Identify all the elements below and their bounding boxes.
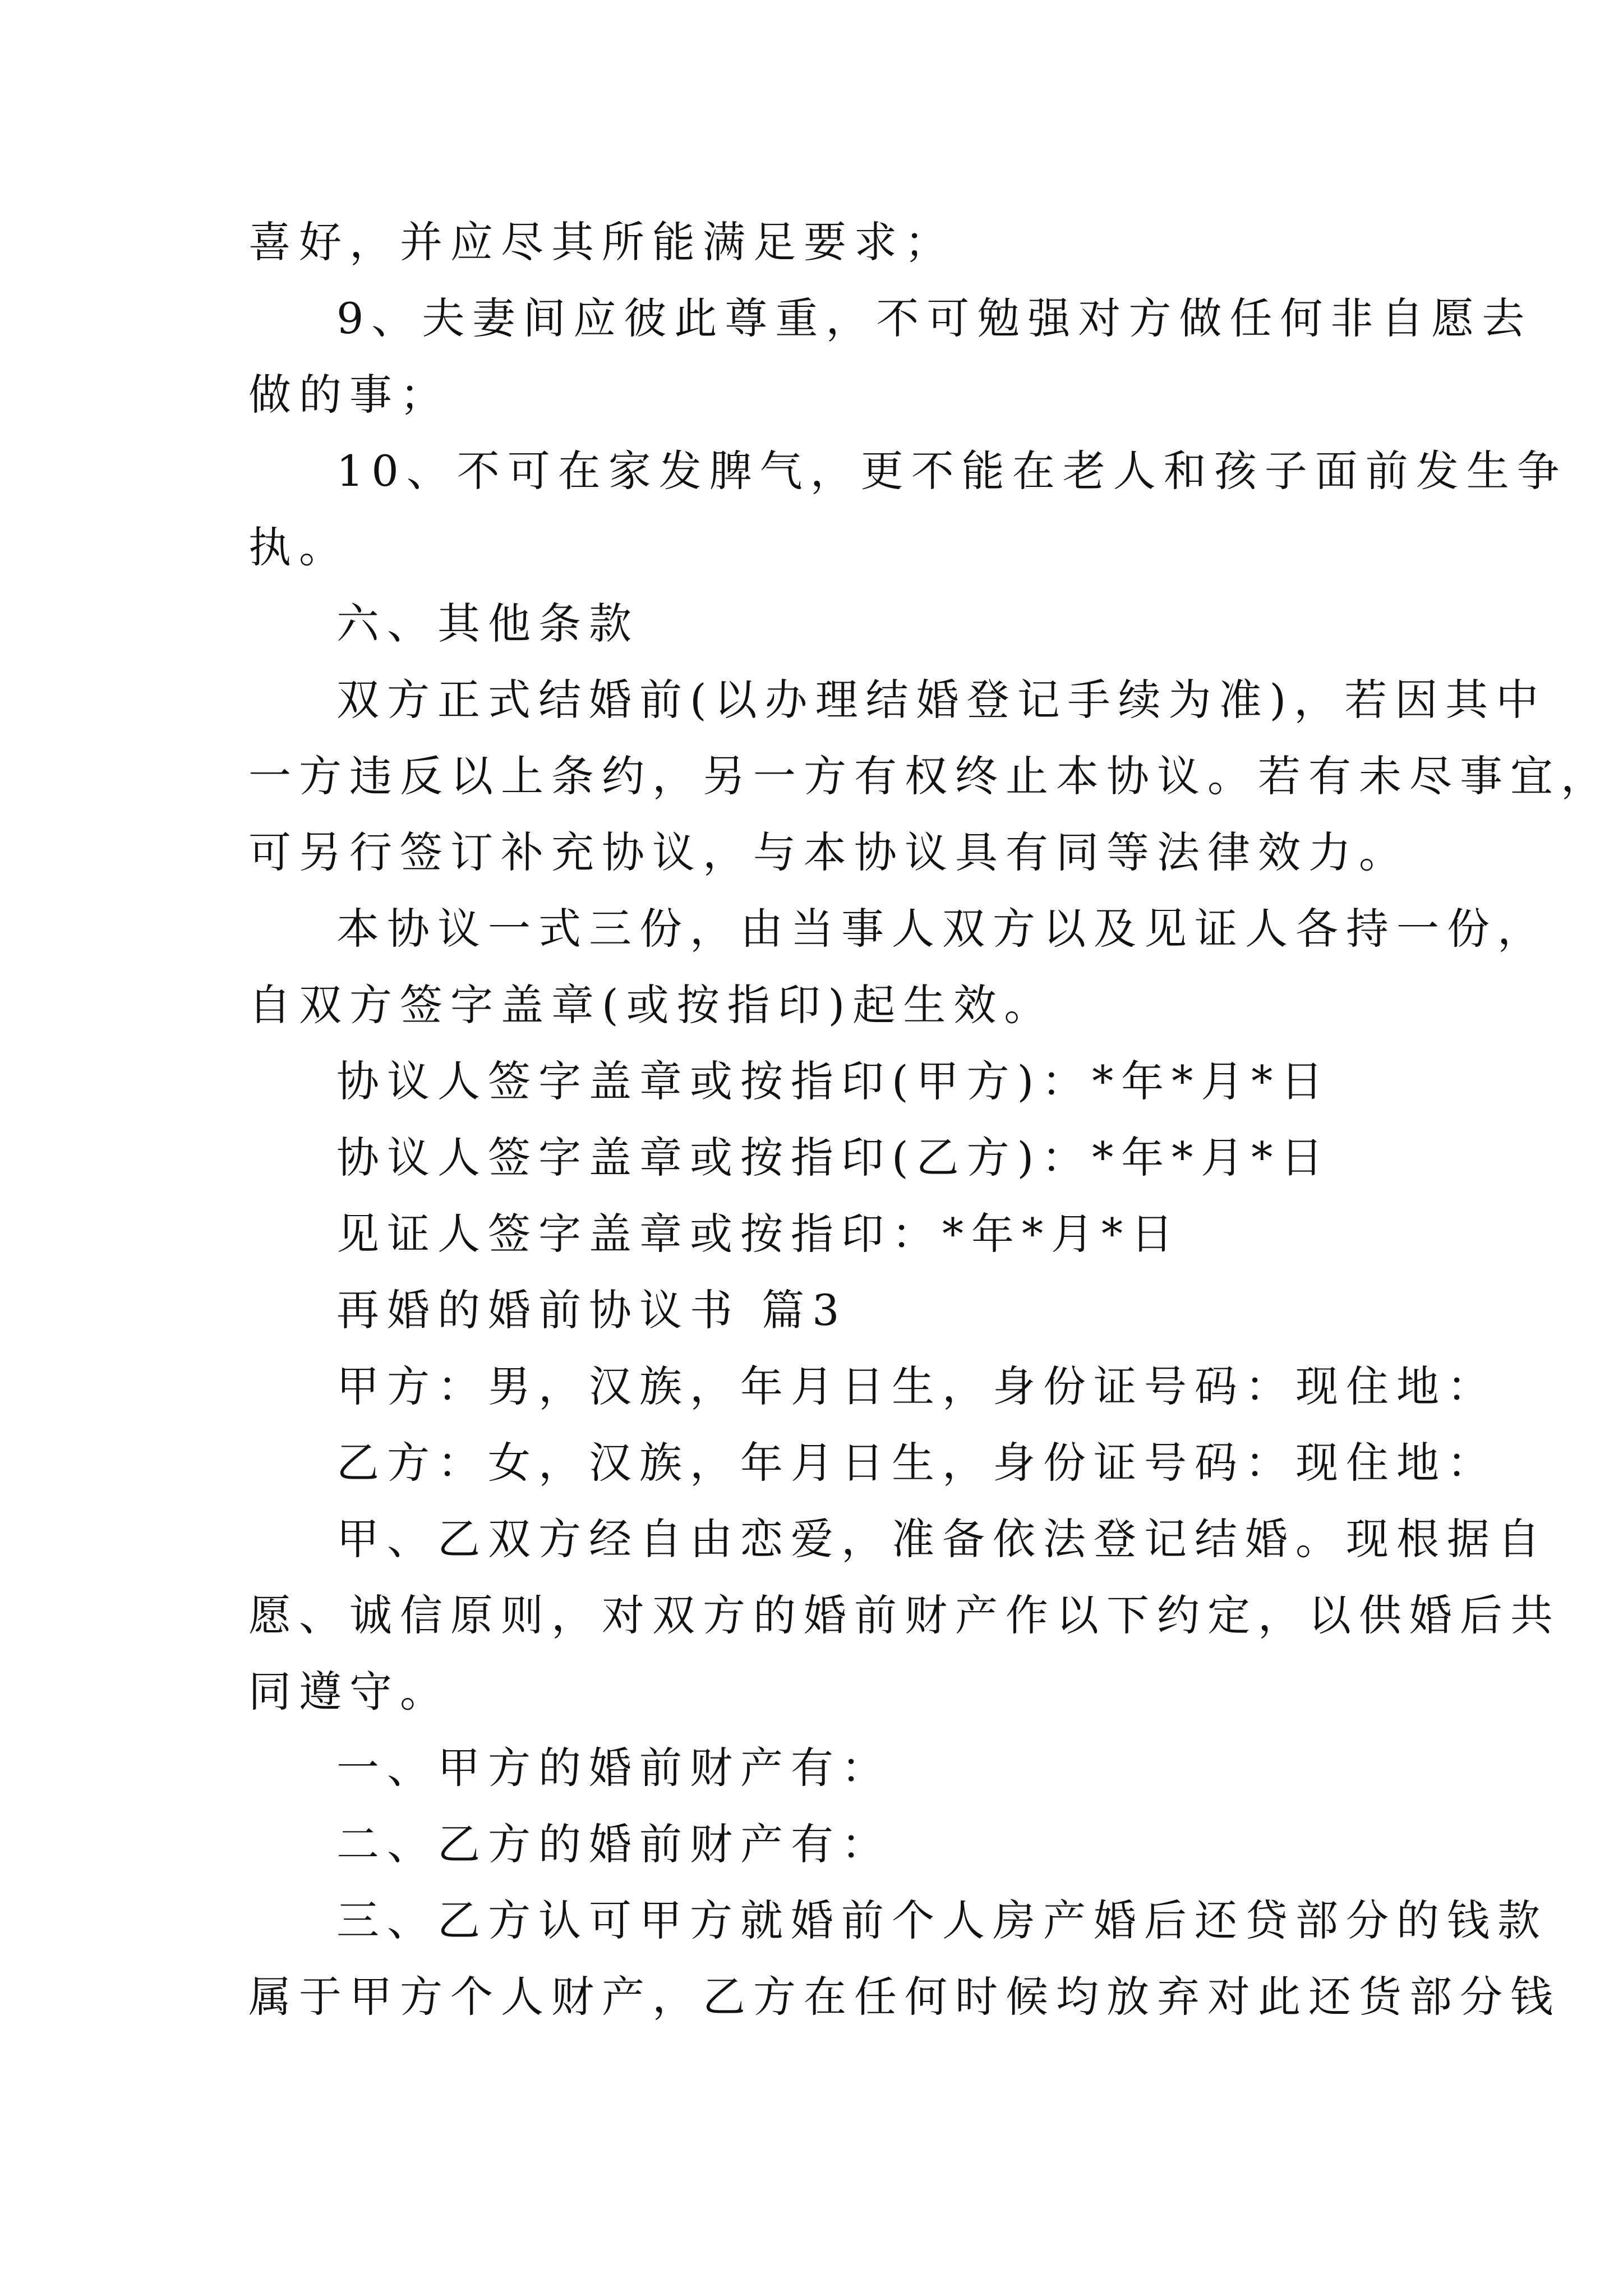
signature-line: 见证人签字盖章或按指印：*年*月*日 (336, 1209, 1181, 1259)
section-title: 再婚的婚前协议书 篇3 (336, 1285, 847, 1335)
party-line: 乙方：女，汉族，年月日生，身份证号码：现住地： (336, 1438, 1497, 1488)
paragraph-line: 可另行签订补充协议，与本协议具有同等法律效力。 (248, 827, 1409, 877)
paragraph-line: 属于甲方个人财产，乙方在任何时候均放弃对此还货部分钱 (248, 1972, 1561, 2022)
paragraph-line: 喜好，并应尽其所能满足要求； (248, 217, 955, 267)
signature-line: 协议人签字盖章或按指印(乙方)：*年*月*日 (336, 1133, 1331, 1182)
paragraph-line: 一方违反以上条约，另一方有权终止本协议。若有未尽事宜， (248, 751, 1611, 801)
paragraph-line: 二、乙方的婚前财产有： (336, 1819, 892, 1869)
paragraph-line: 10、不可在家发脾气，更不能在老人和孩子面前发生争 (336, 446, 1567, 496)
paragraph-line: 9、夫妻间应彼此尊重，不可勉强对方做任何非自愿去 (336, 293, 1533, 343)
signature-line: 协议人签字盖章或按指印(甲方)：*年*月*日 (336, 1056, 1331, 1106)
paragraph-line: 自双方签字盖章(或按指印)起生效。 (248, 980, 1055, 1030)
paragraph-line: 做的事； (248, 370, 450, 420)
party-line: 甲方：男，汉族，年月日生，身份证号码：现住地： (336, 1361, 1497, 1411)
paragraph-line: 执。 (248, 522, 349, 572)
section-heading: 六、其他条款 (336, 599, 639, 648)
paragraph-line: 同遵守。 (248, 1667, 450, 1717)
paragraph-line: 本协议一式三份，由当事人双方以及见证人各持一份， (336, 904, 1548, 954)
paragraph-line: 愿、诚信原则，对双方的婚前财产作以下约定，以供婚后共 (248, 1590, 1561, 1640)
paragraph-line: 双方正式结婚前(以办理结婚登记手续为准)，若因其中 (336, 675, 1547, 725)
paragraph-line: 甲、乙双方经自由恋爱，准备依法登记结婚。现根据自 (336, 1514, 1548, 1564)
paragraph-line: 三、乙方认可甲方就婚前个人房产婚后还贷部分的钱款 (336, 1895, 1548, 1945)
paragraph-line: 一、甲方的婚前财产有： (336, 1743, 892, 1793)
